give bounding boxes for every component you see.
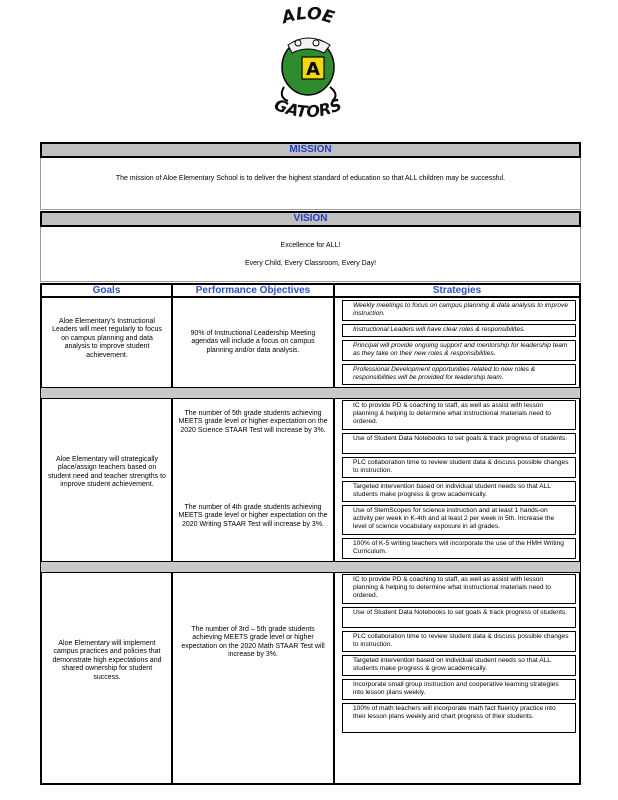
goal-1-text: Aloe Elementary’s Instructional Leaders will meet regularly to focus on campus planning and data analysis to improve student achievement.	[52, 318, 162, 359]
objective-2a-text: The number of 5th grade students achieving MEETS grade level or higher expectation on the 2020 Science STAAR Test will increase by 3%.	[178, 410, 328, 434]
gator-mascot-icon	[258, 5, 358, 127]
goal-2-text: Aloe Elementary will strategically place/assign teachers based on student need and teacher strengths to improve student achievement.	[48, 456, 166, 489]
vision-title: VISION	[293, 213, 328, 224]
strategy-2-6: 100% of K-5 writing teachers will incorporate the use of the HMH Writing Curriculum.	[342, 538, 576, 559]
logo-badge-letter: A	[306, 59, 320, 80]
strategies-header: Strategies	[432, 285, 482, 296]
strategy-1-3: Principal will provide ongoing support and mentorship for leadership team as they take on their new roles & responsibilities.	[342, 340, 576, 361]
strategy-2-2: Use of Student Data Notebooks to set goals & track progress of students.	[342, 433, 576, 454]
goals-header: Goals	[92, 285, 121, 296]
strategy-2-5: Use of StemScopes for science instruction and at least 1 hands-on activity per week in K-4th and at least 2 per week in 5th. Increase the level of science vocabulary exposure in all grades.	[342, 505, 576, 535]
logo-bottom-word: GATORS	[271, 94, 345, 122]
objective-3-text: The number of 3rd – 5th grade students achieving MEETS grade level or higher expectation on the 2020 Math STAAR Test will increase by 3%.	[181, 626, 325, 659]
strategy-3-4: Targeted intervention based on individual student needs so that ALL students make progress & grow academically.	[342, 655, 576, 676]
strategy-3-6: 100% of math teachers will incorporate math fact fluency practice into their lesson plans weekly and chart progress of their students.	[342, 703, 576, 733]
section-separator-1	[40, 387, 581, 399]
strategy-2-4: Targeted intervention based on individual student needs so that ALL students make progress & grow academically.	[342, 481, 576, 502]
goal-3-text: Aloe Elementary will implement campus practices and policies that demonstrate high expectations and shared ownership for student success.	[52, 640, 162, 681]
strategy-1-2: Instructional Leaders will have clear roles & responsibilites.	[342, 324, 576, 337]
mission-title: MISSION	[289, 144, 332, 155]
mission-text: The mission of Aloe Elementary School is to deliver the highest standard of education so that ALL children may be successful.	[115, 175, 506, 182]
strategy-3-5: Incorporate small group instruction and cooperative learning strategies into lesson plans weekly.	[342, 679, 576, 700]
header-divider	[40, 296, 581, 298]
vision-line-2: Every Child, Every Classroom, Every Day!	[244, 260, 377, 267]
objective-2b-text: The number of 4th grade students achieving MEETS grade level or higher expectation on the 2020 Writing STAAR Test will increase by 3%.	[178, 504, 328, 528]
vision-header	[40, 211, 581, 227]
strategy-2-3: PLC collaboration time to review student data & discuss possible changes to instruction.	[342, 457, 576, 478]
strategy-1-1: Weekly meetings to focus on campus planning & data analysis to improve instruction.	[342, 300, 576, 321]
school-logo	[258, 5, 358, 127]
column-divider	[171, 283, 173, 785]
strategy-1-4: Professional Development opportunities related to new roles & responsibilities will be provided for leadership team.	[342, 364, 576, 385]
logo-top-word: ALOE	[279, 5, 337, 29]
mission-header	[40, 142, 581, 158]
mission-panel	[40, 158, 581, 210]
strategy-2-1: IC to provide PD & coaching to staff, as well as assist with lesson planning & helping to determine what instructional materials need to ordered.	[342, 400, 576, 430]
objectives-header: Performance Objectives	[195, 285, 311, 296]
vision-panel	[40, 227, 581, 282]
section-separator-2	[40, 561, 581, 573]
column-divider	[333, 283, 335, 785]
objective-1-text: 90% of Instructional Leadership Meeting agendas will include a focus on campus planning and/or data analysis.	[190, 330, 316, 354]
strategy-3-3: PLC collaboration time to review student data & discuss possible changes to instruction.	[342, 631, 576, 652]
strategy-3-1: IC to provide PD & coaching to staff, as well as assist with lesson planning & helping to determine what instructional materials need to ordered.	[342, 574, 576, 604]
strategy-3-2: Use of Student Data Notebooks to set goals & track progress of students.	[342, 607, 576, 628]
vision-line-1: Excellence for ALL!	[280, 242, 341, 249]
